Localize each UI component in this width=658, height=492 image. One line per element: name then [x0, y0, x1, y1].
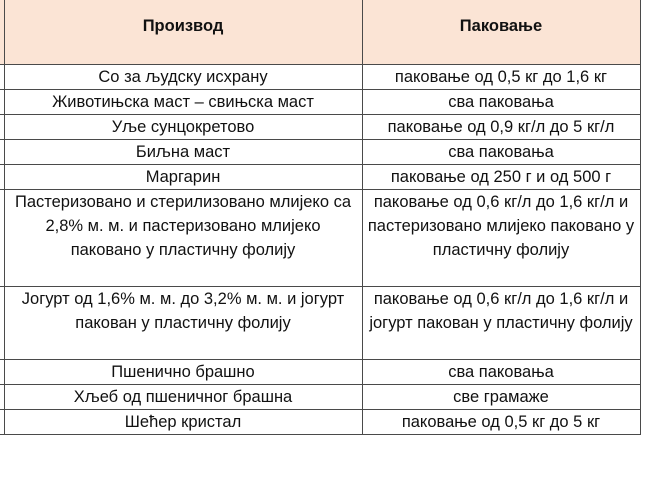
product-cell: Маргарин — [4, 164, 362, 189]
packaging-text: паковање од 0,6 кг/л до 1,6 кг/л и јогурт пакован у пластичну фолију — [369, 289, 633, 332]
product-cell — [4, 189, 362, 286]
row-tail — [640, 139, 658, 164]
table-header-row — [0, 0, 658, 64]
packaging-cell: паковање од 250 г и од 500 г — [362, 164, 640, 189]
row-tail — [640, 384, 658, 409]
packaging-cell: паковање од 0,5 кг до 1,6 кг — [362, 64, 640, 89]
product-text: Јогурт од 1,6% м. м. до 3,2% м. м. и јогурт пакован у пластичну фолију — [21, 289, 345, 332]
table-row — [0, 286, 658, 359]
packaging-cell: паковање од 0,9 кг/л до 5 кг/л — [362, 114, 640, 139]
packaging-cell: све грамаже — [362, 384, 640, 409]
packaging-text: паковање од 0,6 кг/л до 1,6 кг/л и пастеризовано млијеко паковано у пластичну фолију — [367, 192, 635, 259]
product-cell: Животињска маст – свињска маст — [4, 89, 362, 114]
packaging-cell: сва паковања — [362, 89, 640, 114]
product-cell: Шећер кристал — [4, 409, 362, 434]
table-row — [0, 409, 658, 434]
header-product: Производ — [4, 0, 362, 64]
row-tail — [640, 286, 658, 359]
packaging-cell — [362, 286, 640, 359]
product-cell: Уље сунцокретово — [4, 114, 362, 139]
header-packaging: Паковање — [362, 0, 640, 64]
row-tail — [640, 189, 658, 286]
row-tail — [640, 409, 658, 434]
product-cell — [4, 286, 362, 359]
product-cell: Хљеб од пшеничног брашна — [4, 384, 362, 409]
row-tail — [640, 89, 658, 114]
row-tail — [640, 114, 658, 139]
table-row — [0, 139, 658, 164]
table-row — [0, 64, 658, 89]
product-cell: Пшенично брашно — [4, 359, 362, 384]
row-tail — [640, 164, 658, 189]
packaging-cell — [362, 189, 640, 286]
table-row — [0, 164, 658, 189]
packaging-cell: паковање од 0,5 кг до 5 кг — [362, 409, 640, 434]
product-text: Пастеризовано и стерилизовано млијеко са 2,8% м. м. и пастеризовано млијеко паковано у пластичну фолију — [14, 192, 352, 259]
table-row — [0, 189, 658, 286]
table-row — [0, 89, 658, 114]
table-row — [0, 114, 658, 139]
table-row — [0, 384, 658, 409]
product-cell: Биљна маст — [4, 139, 362, 164]
packaging-cell: сва паковања — [362, 359, 640, 384]
row-tail — [640, 64, 658, 89]
header-tail — [640, 0, 658, 64]
packaging-cell: сва паковања — [362, 139, 640, 164]
product-cell: Со за људску исхрану — [4, 64, 362, 89]
table-row — [0, 359, 658, 384]
row-tail — [640, 359, 658, 384]
